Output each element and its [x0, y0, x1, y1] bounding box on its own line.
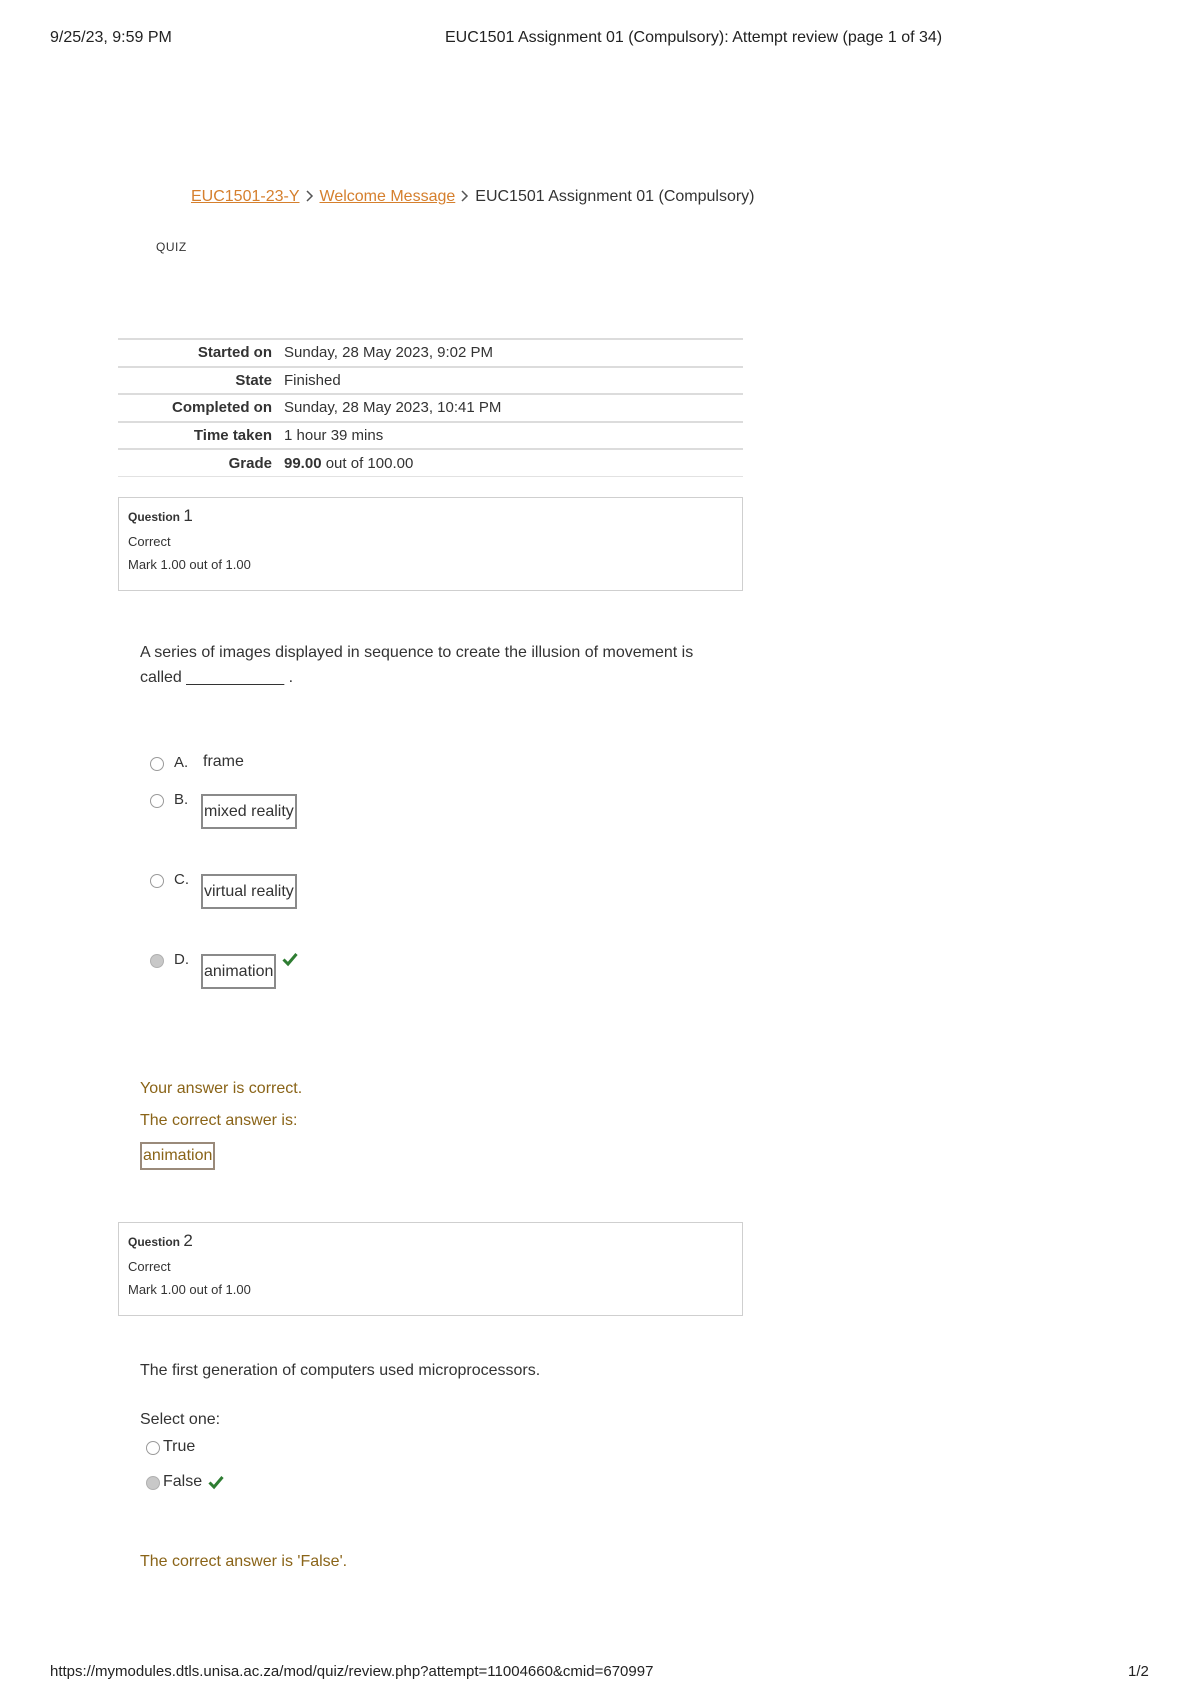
- summary-value: Sunday, 28 May 2023, 10:41 PM: [278, 394, 743, 422]
- question-text-line: A series of images displayed in sequence to create the illusion of movement is: [140, 644, 694, 661]
- question-state: Correct: [128, 1259, 171, 1274]
- summary-row: [118, 449, 743, 477]
- question-number: [128, 506, 733, 526]
- question-number: [128, 1231, 733, 1251]
- question-1-right-answer-intro: The correct answer is:: [140, 1112, 298, 1129]
- question-1-text: [140, 640, 693, 690]
- summary-value: Sunday, 28 May 2023, 9:02 PM: [278, 339, 743, 367]
- option-c-radio[interactable]: [150, 874, 164, 888]
- option-c-text: virtual reality: [201, 874, 297, 909]
- summary-value: Finished: [278, 367, 743, 395]
- print-title: EUC1501 Assignment 01 (Compulsory): Attempt review (page 1 of 34): [445, 29, 943, 46]
- question-2-info: [118, 1222, 743, 1316]
- option-a-letter: A.: [174, 754, 189, 771]
- breadcrumb-course-link[interactable]: EUC1501-23-Y: [191, 188, 300, 205]
- option-true-radio[interactable]: [146, 1441, 160, 1455]
- summary-row: [118, 422, 743, 450]
- page-type-label: QUIZ: [156, 240, 187, 254]
- breadcrumb-welcome-link[interactable]: Welcome Message: [319, 188, 456, 205]
- option-b-letter: B.: [174, 791, 189, 808]
- summary-key: Started on: [118, 339, 278, 367]
- question-number-value: 2: [183, 1231, 193, 1250]
- print-page-number: 1/2: [1128, 1663, 1149, 1680]
- option-a-text: frame: [203, 753, 244, 770]
- question-state: Correct: [128, 534, 171, 549]
- summary-key: State: [118, 367, 278, 395]
- correct-check-icon: [282, 951, 298, 967]
- question-2-text: The first generation of computers used microprocessors.: [140, 1362, 541, 1379]
- question-text-line: called ___________ .: [140, 669, 294, 686]
- chevron-right-icon: [300, 189, 320, 205]
- option-true-text: True: [163, 1438, 196, 1455]
- correct-check-icon: [208, 1474, 224, 1490]
- summary-row: [118, 367, 743, 395]
- option-b-text: mixed reality: [201, 794, 297, 829]
- breadcrumb-current: EUC1501 Assignment 01 (Compulsory): [475, 188, 755, 205]
- chevron-right-icon: [455, 189, 475, 205]
- option-d-radio[interactable]: [150, 954, 164, 968]
- option-c-letter: C.: [174, 871, 189, 888]
- summary-row: [118, 339, 743, 367]
- grade-score: 99.00: [284, 454, 322, 472]
- question-1-feedback: Your answer is correct.: [140, 1080, 303, 1097]
- question-label: Question: [128, 510, 181, 524]
- attempt-summary-table: [118, 338, 743, 477]
- option-d-letter: D.: [174, 951, 189, 968]
- option-d-text: animation: [201, 954, 276, 989]
- summary-grade-value: [278, 449, 743, 477]
- option-a-radio[interactable]: [150, 757, 164, 771]
- print-datetime: 9/25/23, 9:59 PM: [50, 29, 172, 46]
- print-url: https://mymodules.dtls.unisa.ac.za/mod/quiz/review.php?attempt=11004660&cmid=670997: [50, 1663, 654, 1680]
- question-number-value: 1: [183, 506, 193, 525]
- summary-row: [118, 394, 743, 422]
- summary-key: Grade: [118, 449, 278, 477]
- option-false-radio[interactable]: [146, 1476, 160, 1490]
- question-label: Question: [128, 1235, 181, 1249]
- option-b-radio[interactable]: [150, 794, 164, 808]
- question-mark: Mark 1.00 out of 1.00: [128, 557, 251, 572]
- grade-total: out of 100.00: [321, 454, 414, 472]
- summary-value: 1 hour 39 mins: [278, 422, 743, 450]
- question-2-right-answer: The correct answer is 'False'.: [140, 1553, 348, 1570]
- summary-key: Time taken: [118, 422, 278, 450]
- question-1-info: [118, 497, 743, 591]
- summary-key: Completed on: [118, 394, 278, 422]
- question-1-right-answer: animation: [140, 1142, 215, 1170]
- question-mark: Mark 1.00 out of 1.00: [128, 1282, 251, 1297]
- breadcrumb: [191, 188, 755, 206]
- question-2-prompt: Select one:: [140, 1411, 221, 1428]
- option-false-text: False: [163, 1473, 203, 1490]
